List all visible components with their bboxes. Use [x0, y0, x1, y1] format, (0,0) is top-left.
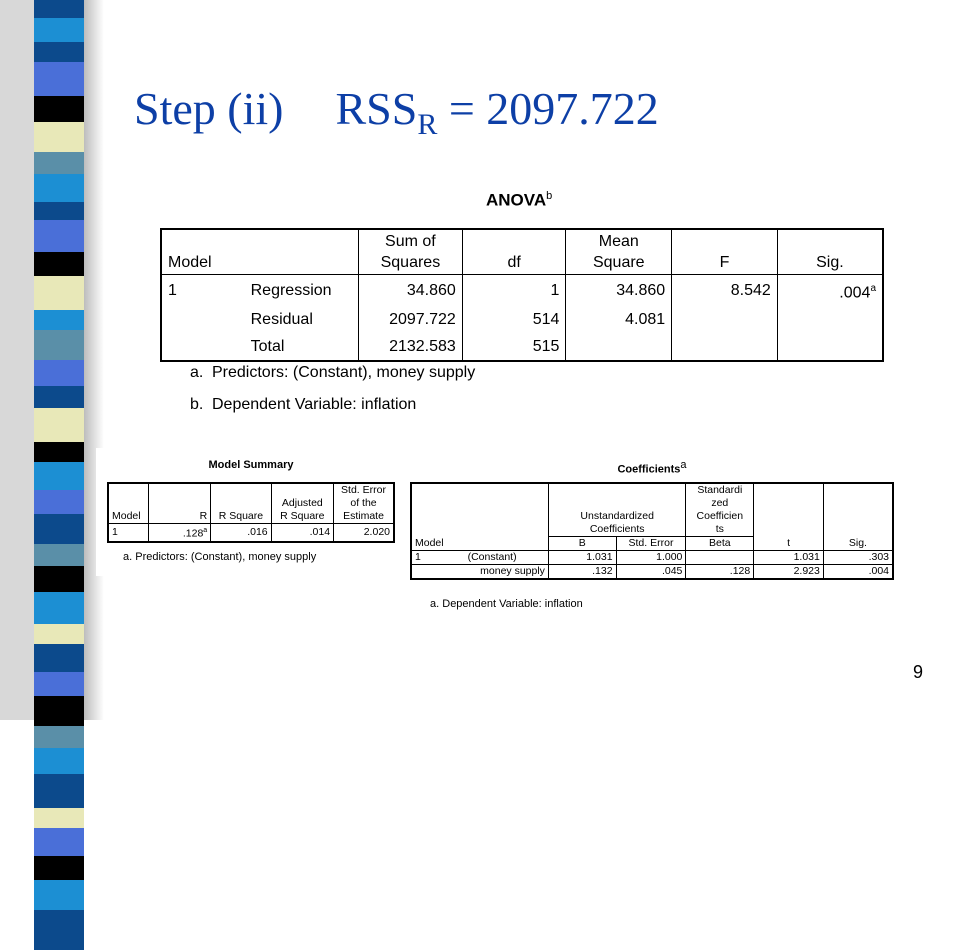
coef-header-model: Model [415, 537, 444, 549]
coef-header-sig: Sig. [823, 537, 893, 551]
coef-header-b: B [548, 537, 616, 551]
anova-table [160, 228, 884, 362]
coefficients-title: Coefficients$^a$ [617, 459, 687, 476]
anova-model-number: 1 [168, 282, 177, 300]
stripe-segment [34, 748, 84, 774]
stripe-segment [34, 592, 84, 624]
stripe-segment [34, 408, 84, 442]
stripe-segment [34, 880, 84, 910]
coefficients-row-money-supply [411, 565, 893, 580]
anova-header-row [161, 229, 883, 275]
ms-header-r-square: R Square [211, 483, 271, 524]
stripe-segment [34, 276, 84, 310]
anova-cell-df: 1 [462, 275, 566, 307]
stripe-segment [34, 910, 84, 950]
coef-header-standardized: Standardi zed Coefficien ts [686, 483, 754, 537]
anova-header-ms: Mean Square [566, 229, 672, 275]
stripe-segment [34, 514, 84, 544]
ms-header-model: Model [112, 510, 141, 522]
stripe-segment [34, 252, 84, 276]
anova-cell-ss: 34.860 [358, 275, 462, 307]
anova-header-model: Model [168, 254, 212, 271]
stripe-segment [34, 220, 84, 252]
anova-title [486, 190, 552, 211]
coef-cell-std-error: .045 [616, 565, 686, 580]
stripe-segment [34, 696, 84, 726]
stripe-segment [34, 62, 84, 96]
anova-cell-sig [777, 306, 883, 333]
model-summary-table [107, 482, 395, 543]
coef-cell-b: 1.031 [548, 551, 616, 565]
stripe-shadow [84, 0, 104, 720]
stripe-segment [34, 462, 84, 490]
stripe-segment [34, 310, 84, 330]
title-value: = 2097.722 [437, 83, 659, 134]
anova-cell-ms: 4.081 [566, 306, 672, 333]
anova-row-regression [161, 275, 883, 307]
coefficients-footnote: a. Dependent Variable: inflation [430, 598, 583, 610]
anova-footnote-a: a. Predictors: (Constant), money supply [190, 364, 476, 381]
ms-cell-std-error: 2.020 [334, 524, 394, 542]
ms-header-adjusted: Adjusted R Square [271, 483, 333, 524]
ms-cell-adjusted: .014 [271, 524, 333, 542]
stripe-segment [34, 152, 84, 174]
anova-header-f: F [672, 229, 778, 275]
anova-footnote-b: b. Dependent Variable: inflation [190, 396, 417, 413]
stripe-segment [34, 774, 84, 808]
model-summary-row [108, 524, 394, 542]
stripe-segment [34, 726, 84, 748]
stripe-segment [34, 174, 84, 202]
coef-header-t: t [754, 537, 824, 551]
stripe-segment [34, 566, 84, 592]
coef-cell-beta: .128 [686, 565, 754, 580]
coefficients-header-row [411, 537, 893, 551]
stripe-segment [34, 856, 84, 880]
coefficients-table [410, 482, 894, 580]
anova-header-df: df [462, 229, 566, 275]
coef-cell-beta [686, 551, 754, 565]
coef-row-label: money supply [480, 565, 545, 577]
stripe-segment [34, 442, 84, 462]
anova-row-label: Regression [250, 282, 332, 300]
slide-title [134, 82, 659, 142]
stripe-segment [34, 386, 84, 408]
anova-header-ss: Sum of Squares [358, 229, 462, 275]
coef-header-beta: Beta [686, 537, 754, 551]
anova-cell-f [672, 333, 778, 361]
anova-title-text: ANOVA [486, 190, 547, 210]
coef-cell-sig: .303 [823, 551, 893, 565]
anova-cell-ss: 2097.722 [358, 306, 462, 333]
anova-cell-df: 515 [462, 333, 566, 361]
anova-title-footnote: b [546, 190, 553, 202]
coef-row-label: (Constant) [467, 551, 517, 563]
ms-cell-r-square: .016 [211, 524, 271, 542]
model-summary-title: Model Summary [208, 459, 294, 471]
stripe-segment [34, 0, 84, 18]
stripe-segment [34, 96, 84, 122]
model-summary-header-row [108, 483, 394, 524]
stripe-segment [34, 624, 84, 644]
stripe-segment [34, 490, 84, 514]
title-step: Step (ii) [134, 83, 284, 134]
stripe-segment [34, 42, 84, 62]
coef-model-number: 1 [415, 551, 421, 563]
anova-row-total [161, 333, 883, 361]
title-subscript: R [417, 108, 438, 141]
coef-cell-t: 1.031 [754, 551, 824, 565]
stripe-segment [34, 544, 84, 566]
anova-cell-ms: 34.860 [566, 275, 672, 307]
stripe-segment [34, 202, 84, 220]
stripe-segment [34, 330, 84, 360]
anova-cell-f [672, 306, 778, 333]
anova-cell-sig: .004$^a$ [777, 275, 883, 307]
anova-row-label: Residual [250, 311, 313, 329]
anova-cell-sig [777, 333, 883, 361]
title-rss: RSS [335, 83, 418, 134]
stripe-segment [34, 808, 84, 828]
coef-cell-std-error: 1.000 [616, 551, 686, 565]
ms-cell-model: 1 [112, 525, 118, 538]
model-summary-footnote: a. Predictors: (Constant), money supply [123, 551, 317, 563]
ms-cell-r: .128$^a$ [148, 524, 210, 542]
anova-cell-f: 8.542 [672, 275, 778, 307]
coefficients-group-header-row [411, 483, 893, 537]
ms-header-std-error: Std. Error of the Estimate [334, 483, 394, 524]
coefficients-row-constant [411, 551, 893, 565]
stripe-segment [34, 18, 84, 42]
stripe-segment [34, 828, 84, 856]
ms-header-r: R [148, 483, 210, 524]
anova-cell-ms [566, 333, 672, 361]
coef-cell-t: 2.923 [754, 565, 824, 580]
stripe-segment [34, 360, 84, 386]
coef-header-unstandardized: Unstandardized Coefficients [548, 483, 685, 537]
anova-cell-df: 514 [462, 306, 566, 333]
coef-cell-sig: .004 [823, 565, 893, 580]
stripe-segment [34, 672, 84, 696]
stripe-segment [34, 644, 84, 672]
stripe-segment [34, 122, 84, 152]
anova-header-sig: Sig. [777, 229, 883, 275]
stripe-segments [34, 0, 84, 720]
anova-row-residual [161, 306, 883, 333]
anova-row-label: Total [250, 338, 285, 356]
anova-cell-ss: 2132.583 [358, 333, 462, 361]
page-number: 9 [913, 662, 924, 682]
coef-cell-b: .132 [548, 565, 616, 580]
coef-header-std-error: Std. Error [616, 537, 686, 551]
